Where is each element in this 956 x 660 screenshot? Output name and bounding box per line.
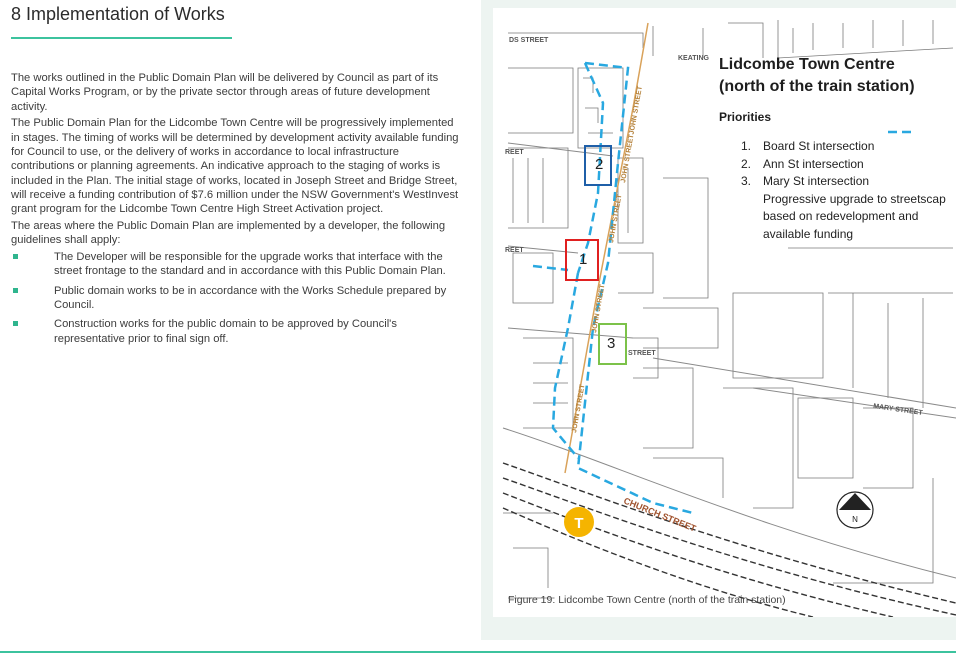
list-item	[11, 284, 459, 313]
priority-number: 2.	[741, 156, 752, 171]
square-bullet-icon	[13, 321, 18, 326]
priority-item	[741, 138, 956, 156]
stage-1-label: 1	[579, 251, 588, 268]
paragraph: The Public Domain Plan for the Lidcombe Town Centre will be progressively implemented in stages. The timing of works will be determined by development activity available funding for Council to use, or the delivery of works in accordance to local infrastructure contributions or planning agreements. An indicative approach to the staging of works is included in the Plan. The initial stage of works, located in Joseph Street and Bridge Street, will receive a funding contribution of $7.6 million under the NSW Government's WestInvest grant program for the Lidcombe Town Centre High Street Activation project.	[11, 117, 459, 216]
list-item-text: Public domain works to be in accordance with the Works Schedule prepared by Council.	[54, 284, 447, 311]
list-item	[11, 317, 459, 346]
stage-2-label: 2	[595, 156, 604, 173]
priority-item	[741, 208, 956, 226]
priorities-list	[741, 138, 956, 243]
heading-underline	[11, 37, 232, 39]
town-centre-map	[493, 8, 956, 617]
priority-item	[741, 191, 956, 209]
street-label: CHURCH STREET	[622, 495, 698, 534]
map-subtitle-line: (north of the train station)	[719, 78, 915, 95]
priority-number: 3.	[741, 174, 752, 188]
section-heading: 8 Implementation of Works	[11, 4, 225, 24]
priority-text: Board St intersection	[763, 139, 875, 153]
street-label: JOHN STREET	[571, 383, 587, 434]
priority-item	[741, 226, 956, 244]
map-title-line: Lidcombe Town Centre	[719, 56, 895, 73]
street-label: REET	[505, 247, 524, 254]
priority-text: Mary St intersection	[763, 174, 870, 188]
section-body	[11, 71, 459, 351]
map-drawing	[493, 8, 956, 617]
paragraph: The areas where the Public Domain Plan are implemented by a developer, the following guidelines shall apply:	[11, 219, 446, 247]
street-label: DS STREET	[509, 37, 549, 44]
priority-text: available funding	[763, 226, 854, 241]
priority-item	[741, 156, 956, 174]
street-label: JOHN STREET	[591, 283, 607, 334]
stage-3-label: 3	[607, 335, 616, 352]
priority-number: 1.	[741, 139, 752, 153]
north-label: N	[852, 515, 858, 524]
guidelines-list	[11, 250, 459, 346]
paragraph: The works outlined in the Public Domain Plan will be delivered by Council as part of its Capital Works Program, or by the private sector through areas of future development activity.	[11, 72, 439, 113]
project-boundary	[533, 63, 911, 513]
map-title	[719, 54, 915, 98]
street-label: JOHN STREETJOHN STREET	[620, 85, 644, 184]
street-label: KEATING	[678, 55, 709, 62]
street-label: STREET	[628, 350, 656, 357]
list-item-text: Construction works for the public domain to be approved by Council's representative prior to final sign off.	[54, 318, 397, 345]
square-bullet-icon	[13, 254, 18, 259]
list-item-text: The Developer will be responsible for the upgrade works that interface with the street frontage to the standard and in accordance with this Public Domain Plan.	[54, 251, 446, 278]
square-bullet-icon	[13, 288, 18, 293]
priority-item	[741, 173, 956, 191]
priorities-heading: Priorities	[719, 110, 772, 124]
station-marker-label: T	[574, 515, 584, 532]
priority-text: based on redevelopment and	[763, 209, 919, 223]
street-label: JOHN STREET	[608, 193, 624, 244]
priority-text: Progressive upgrade to streetscap	[763, 191, 946, 206]
footer-rule	[0, 651, 956, 653]
priority-text: Ann St intersection	[763, 156, 864, 171]
figure-caption: Figure 19: Lidcombe Town Centre (north of the train station)	[508, 594, 786, 606]
list-item	[11, 250, 459, 279]
street-label: MARY STREET	[872, 403, 924, 417]
street-label: REET	[505, 149, 524, 156]
